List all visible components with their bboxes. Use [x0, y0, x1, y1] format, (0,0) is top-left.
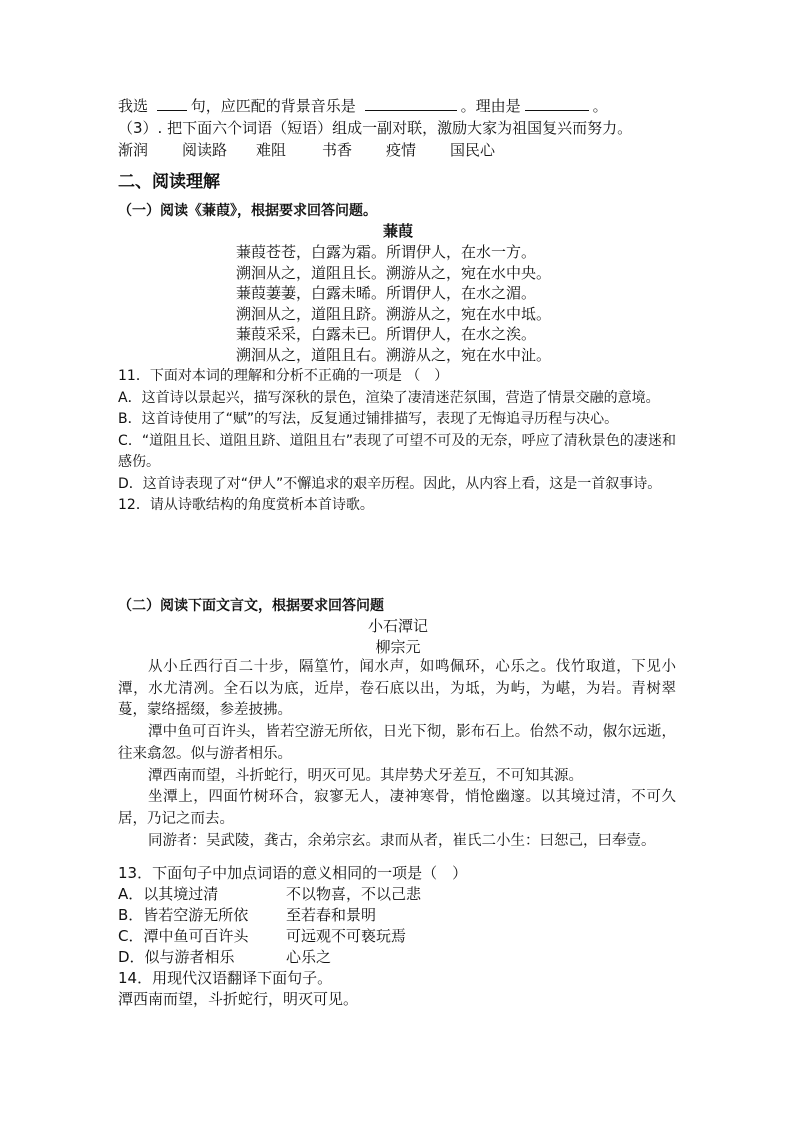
- answer-blank[interactable]: [525, 96, 589, 111]
- option-right: 至若春和景明: [286, 906, 377, 924]
- essay-body: [118, 657, 676, 852]
- option-a: A．这首诗以景起兴，描写深秋的景色，渲染了凄清迷茫氛围，营造了情景交融的意境。: [118, 389, 660, 406]
- question-11-block: [118, 366, 676, 517]
- text-segment: 。理由是: [460, 97, 521, 115]
- answer-blank[interactable]: [365, 96, 457, 111]
- option-c: [118, 926, 678, 947]
- option-d: D．这首诗表现了对“伊人”不懈追求的艰辛历程。因此，从内容上看，这是一首叙事诗。: [118, 475, 662, 492]
- essay-paragraph: 潭西南而望，斗折蛇行，明灭可见。其岸势犬牙差互，不可知其源。: [148, 767, 583, 784]
- word-item: 难阻: [256, 141, 287, 159]
- essay-paragraph: 从小丘西行百二十步，隔篁竹，闻水声，如鸣佩环，心乐之。伐竹取道，下见小潭，水尤清冽。全石以为底，近岸，卷石底以出，为坻，为屿，为嵁，为岩。青树翠蔓，蒙络摇缀，参差披拂。: [118, 659, 676, 719]
- fill-in-line: [118, 96, 678, 116]
- question-13: 13．下面句子中加点词语的意义相同的一项是（ ）: [118, 864, 468, 882]
- option-left: A．以其境过清: [118, 885, 219, 903]
- question-14: 14．用现代汉语翻译下面句子。: [118, 969, 333, 987]
- option-left: B．皆若空游无所依: [118, 906, 249, 924]
- option-c: C．“道阻且长、道阻且跻、道阻且右”表现了可望不可及的无奈，呼应了清秋景色的凄迷和感伤。: [118, 432, 676, 470]
- essay-title: 小石潭记: [367, 617, 428, 635]
- option-b: [118, 905, 678, 926]
- text-segment: 我选: [118, 97, 149, 115]
- essay-author: 柳宗元: [375, 638, 421, 656]
- word-item: 渐润: [118, 141, 149, 159]
- option-right: 可远观不可亵玩焉: [286, 927, 407, 945]
- poem-line: 溯洄从之，道阻且跻。溯游从之，宛在水中坻。: [236, 304, 552, 323]
- part1-heading: （一）阅读《蒹葭》，根据要求回答问题。: [118, 203, 377, 219]
- question-12: 12．请从诗歌结构的角度赏析本首诗歌。: [118, 497, 374, 513]
- poem-line: 蒹葭苍苍，白露为霜。所谓伊人，在水一方。: [236, 243, 537, 261]
- question-11: 11．下面对本词的理解和分析不正确的一项是 （ ）: [118, 368, 449, 384]
- answer-blank[interactable]: [157, 96, 187, 111]
- word-item: 国民心: [450, 141, 496, 159]
- word-item: 阅读路: [182, 141, 228, 159]
- poem-line: 溯洄从之，道阻且长。溯游从之，宛在水中央。: [236, 263, 552, 282]
- text-segment: 句，应匹配的背景音乐是: [190, 97, 356, 115]
- word-item: 疫情: [386, 141, 417, 159]
- option-left: C．潭中鱼可百许头: [118, 927, 249, 945]
- option-right: 心乐之: [286, 948, 332, 966]
- question-14-sentence: 潭西南而望，斗折蛇行，明灭可见。: [118, 990, 359, 1008]
- word-item: 书香: [322, 141, 353, 159]
- essay-paragraph: 同游者：吴武陵，龚古，余弟宗玄。隶而从者，崔氏二小生：曰恕己，曰奉壹。: [148, 832, 656, 849]
- essay-paragraph: 坐潭上，四面竹树环合，寂寥无人，凄神寒骨，悄怆幽邃。以其境过清，不可久居，乃记之而去。: [118, 789, 676, 827]
- part2-heading: （二）阅读下面文言文，根据要求回答问题: [118, 598, 384, 614]
- word-list: [118, 140, 678, 160]
- poem-title: 蒹葭: [382, 222, 413, 240]
- poem-line: 蒹葭萋萋，白露未晞。所谓伊人，在水之湄。: [236, 284, 537, 302]
- option-a: [118, 884, 678, 905]
- option-left: D．似与游者相乐: [118, 948, 235, 966]
- option-d: [118, 947, 678, 968]
- poem-line: 蒹葭采采，白露未已。所谓伊人，在水之涘。: [236, 325, 537, 343]
- option-b: B．这首诗使用了“赋”的写法，反复通过铺排描写，表现了无悔追寻历程与决心。: [118, 411, 619, 427]
- poem-body: [236, 242, 551, 365]
- option-right: 不以物喜，不以己悲: [286, 885, 422, 903]
- text-segment: 。: [592, 97, 608, 115]
- section-title: 二、阅读理解: [118, 172, 220, 192]
- poem-line: 溯洄从之，道阻且右。溯游从之，宛在水中沚。: [236, 345, 552, 364]
- question-3: （3）. 把下面六个词语（短语）组成一副对联，激励大家为祖国复兴而努力。: [118, 119, 633, 137]
- essay-paragraph: 潭中鱼可百许头，皆若空游无所依，日光下彻，影布石上。佁然不动，俶尔远逝，往来翕忽。似与游者相乐。: [118, 724, 676, 762]
